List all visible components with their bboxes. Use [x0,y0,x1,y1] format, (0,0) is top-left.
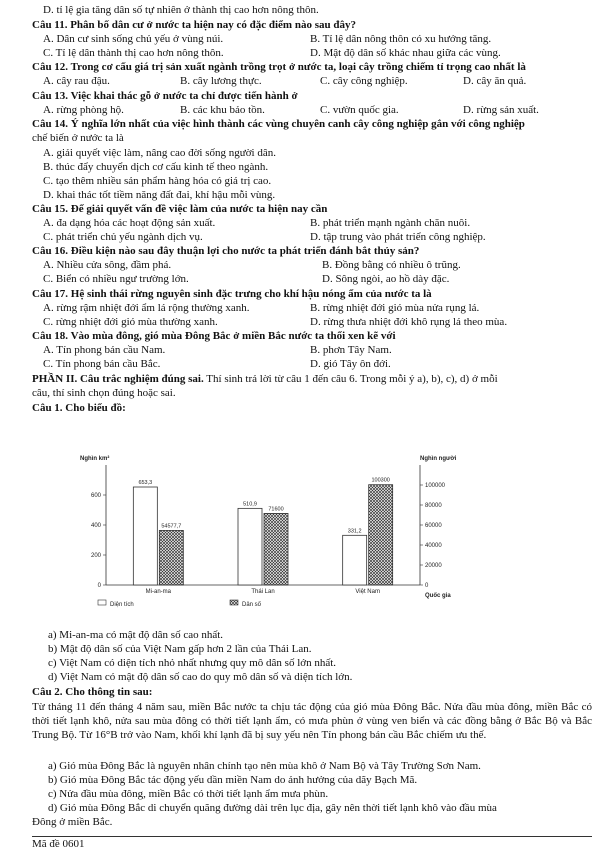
q16-option-c: C. Biển có nhiều ngư trường lớn. [43,273,189,285]
part2-instruction-cont: câu, thí sinh chọn đúng hoặc sai. [32,387,176,399]
q13-stem: Câu 13. Việc khai thác gỗ ở nước ta chỉ được tiến hành ở [32,90,298,102]
c1-statement-c: c) Việt Nam có diện tích nhỏ nhất nhưng quy mô dân số lớn nhất. [48,657,337,669]
q15-option-c: C. phát triển chủ yếu ngành dịch vụ. [43,231,203,243]
q11-option-c: C. Tỉ lệ dân thành thị cao hơn nông thôn. [43,47,224,59]
bar-label-area: 331,2 [347,528,362,535]
q15-option-d: D. tập trung vào phát triển công nghiệp. [310,231,486,243]
bar-population [264,513,288,585]
q14-option-c: C. tạo thêm nhiều sản phẩm hàng hóa có giá trị cao. [43,175,272,187]
q17-option-b: B. rừng nhiệt đới gió mùa nửa rụng lá. [310,302,480,314]
bar-label-population: 71600 [268,506,284,513]
q12-option-c: C. cây công nghiệp. [320,75,408,87]
y-tick-label-left: 0 [97,583,101,589]
part2-instruction: Thí sinh trả lời từ câu 1 đến câu 6. Trong mỗi ý a), b), c), d) ở mỗi [203,373,498,385]
bar-label-population: 54577,7 [161,523,182,530]
bar-label-area: 653,3 [138,480,153,487]
c2-statement-b: b) Gió mùa Đông Bắc tác động yếu dần miền Nam do ảnh hưởng của dãy Bạch Mã. [48,774,418,786]
q12-option-d: D. cây ăn quả. [463,75,527,87]
q18-option-d: D. gió Tây ôn đới. [310,358,391,370]
q15-option-a: A. đa dạng hóa các hoạt động sản xuất. [43,217,216,229]
y-left-label: Nghìn km² [80,456,110,462]
y-tick-label-left: 200 [90,553,101,559]
q13-option-b: B. các khu bảo tồn. [180,104,265,116]
y-tick-label-right: 0 [425,583,429,589]
q12-option-a: A. cây rau đậu. [43,75,110,87]
q18-option-b: B. phơn Tây Nam. [310,344,392,356]
y-tick-label-right: 80000 [425,503,442,509]
q14-option-a: A. giải quyết việc làm, nâng cao đời sống người dân. [43,147,276,159]
c1-statement-a: a) Mi-an-ma có mật độ dân số cao nhất. [48,629,224,641]
bar-population [369,485,393,585]
x-tick-label: Việt Nam [355,589,380,595]
q16-stem: Câu 16. Điều kiện nào sau đây thuận lợi cho nước ta phát triển đánh bắt thủy sản? [32,245,420,257]
legend-swatch-area [98,600,106,605]
population-chart [80,450,560,613]
q17-stem: Câu 17. Hệ sinh thái rừng nguyên sinh đặc trưng cho khí hậu nóng ẩm của nước ta là [32,288,432,300]
q10-option-d: D. tỉ lệ gia tăng dân số tự nhiên ở thành thị cao hơn nông thôn. [43,4,319,16]
q11-option-d: D. Mật độ dân số khác nhau giữa các vùng. [310,47,501,59]
c2-statement-d-cont: Đông ở miền Bắc. [32,816,113,828]
c1-statement-d: d) Việt Nam có mật độ dân số cao do quy mô dân số và diện tích lớn. [48,671,353,683]
q14-option-d: D. khai thác tốt tiềm năng đất đai, khí hậu mỗi vùng. [43,189,276,201]
y-tick-label-right: 40000 [425,543,442,549]
bar-label-area: 510,9 [243,501,257,508]
part2-heading [32,373,498,386]
q16-option-b: B. Đồng bằng có nhiều ô trũng. [322,259,461,271]
c2-statement-c: c) Nửa đầu mùa đông, miền Bắc có thời tiết lạnh ẩm mưa phùn. [48,788,329,800]
x-tick-label: Thái Lan [251,589,275,595]
c1-statement-b: b) Mật độ dân số của Việt Nam gấp hơn 2 lần của Thái Lan. [48,643,312,655]
y-tick-label-right: 60000 [425,523,442,529]
legend-swatch-population [230,600,238,605]
q15-stem: Câu 15. Để giải quyết vấn đề việc làm của nước ta hiện nay cần [32,203,328,215]
c1-stem: Câu 1. Cho biểu đồ: [32,402,126,414]
q15-option-b: B. phát triển mạnh ngành chăn nuôi. [310,217,471,229]
q11-option-b: B. Tỉ lệ dân nông thôn có xu hướng tăng. [310,33,492,45]
y-tick-label-right: 20000 [425,563,442,569]
c2-statement-a: a) Gió mùa Đông Bắc là nguyên nhân chính tạo nên mùa khô ở Nam Bộ và Tây Trường Sơn Nam. [48,760,481,772]
bar-label-population: 100300 [371,477,390,484]
part2-title: PHẦN II. Câu trắc nghiệm đúng sai. [32,373,204,385]
q13-option-d: D. rừng sản xuất. [463,104,539,116]
y-tick-label-right: 100000 [425,483,446,489]
q13-option-c: C. vườn quốc gia. [320,104,399,116]
q12-stem: Câu 12. Trong cơ cấu giá trị sản xuất ngành trồng trọt ở nước ta, loại cây trồng chiếm tỉ trọng cao nhất là [32,61,526,73]
c2-stem: Câu 2. Cho thông tin sau: [32,686,153,698]
legend-area: Diện tích [110,602,134,608]
q18-option-a: A. Tín phong bán cầu Nam. [43,344,166,356]
q16-option-d: D. Sông ngòi, ao hồ dày đặc. [322,273,450,285]
q18-stem: Câu 18. Vào mùa đông, gió mùa Đông Bắc ở miền Bắc nước ta thổi xen kẽ với [32,330,396,342]
legend-population: Dân số [242,602,262,608]
q11-option-a: A. Dân cư sinh sống chủ yếu ở vùng núi. [43,33,224,45]
q14-option-b: B. thúc đẩy chuyển dịch cơ cấu kinh tế theo ngành. [43,161,269,173]
chart-plot [91,465,446,595]
q13-option-a: A. rừng phòng hộ. [43,104,124,116]
bar-area [238,508,262,585]
q12-option-b: B. cây lương thực. [180,75,262,87]
footer-exam-code: Mã đề 0601 [32,838,85,850]
q14-stem: Câu 14. Ý nghĩa lớn nhất của việc hình thành các vùng chuyên canh cây công nghiệp gắn với công nghiệp [32,118,525,130]
q11-stem: Câu 11. Phân bố dân cư ở nước ta hiện nay có đặc điểm nào sau đây? [32,19,356,31]
c2-statement-d: d) Gió mùa Đông Bắc di chuyển quãng đường dài trên lục địa, gây nên thời tiết lạnh khô vào đầu mùa [48,802,497,814]
bar-area [133,487,157,585]
q18-option-c: C. Tín phong bán cầu Bắc. [43,358,161,370]
bar-population [159,530,183,585]
q17-option-d: D. rừng thưa nhiệt đới khô rụng lá theo mùa. [310,316,508,328]
footer-rule [32,836,592,837]
q17-option-c: C. rừng nhiệt đới gió mùa thường xanh. [43,316,218,328]
y-right-label: Nghìn người [420,456,457,462]
y-tick-label-left: 400 [90,523,101,529]
x-tick-label: Mi-an-ma [145,589,172,595]
y-tick-label-left: 600 [90,493,101,499]
x-axis-label: Quốc gia [425,593,451,599]
q14-stem-cont: chế biến ở nước ta là [32,132,124,144]
c2-info: Từ tháng 11 đến tháng 4 năm sau, miền Bắc nước ta chịu tác động của gió mùa Đông Bắc. Nửa đầu mùa đông, miền Bắc có thời tiết lạnh khô, nửa sau mùa đông có thời tiết lạnh ẩm, có mưa phùn ở vùng ven biển và các đồng bằng ở Bắc Bộ và Bắc Trung Bộ. Từ 16°B trở vào Nam, khối khí lạnh đã bị suy yếu nên Tín phong bán cầu Bắc chiếm ưu thế. [32,701,592,741]
bar-area [343,535,367,585]
q16-option-a: A. Nhiều cửa sông, đầm phá. [43,259,172,271]
q17-option-a: A. rừng rậm nhiệt đới ẩm lá rộng thường xanh. [43,302,250,314]
